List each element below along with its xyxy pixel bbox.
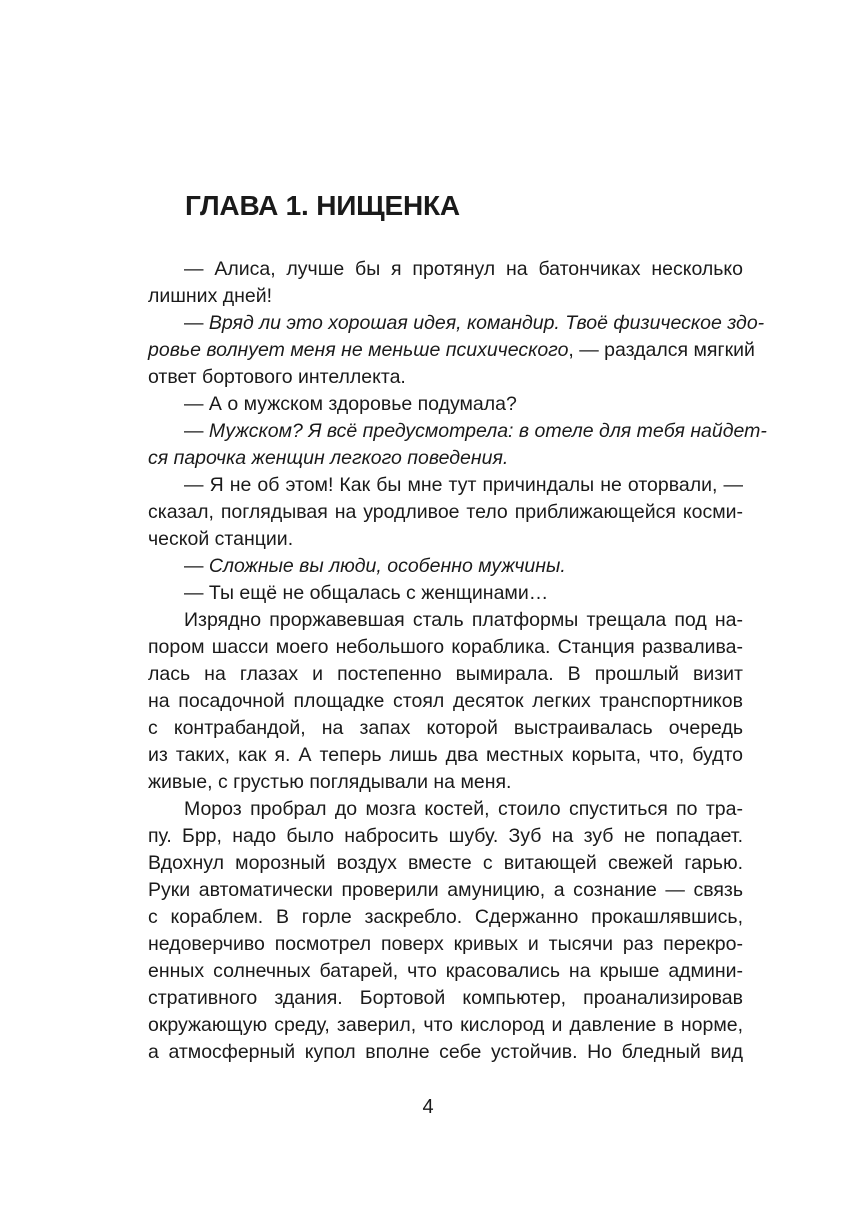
text-segment: , — раздался мягкий bbox=[568, 339, 755, 361]
text-line bbox=[148, 850, 743, 877]
text-segment: — bbox=[184, 420, 209, 442]
text-segment: живые, с грустью поглядывали на меня. bbox=[148, 771, 512, 793]
text-segment: ческой станции. bbox=[148, 528, 294, 550]
page-number: 4 bbox=[422, 1096, 434, 1118]
text-segment: — Я не об этом! Как бы мне тут причиндалы не оторвали, — bbox=[184, 474, 743, 496]
italic-text: ровье волнует меня не меньше психического bbox=[148, 339, 569, 361]
text-line bbox=[148, 418, 767, 445]
text-segment: из таких, как я. А теперь лишь два местных корыта, что, будто bbox=[148, 744, 743, 766]
text-segment: — bbox=[184, 312, 209, 334]
text-line bbox=[148, 337, 755, 364]
text-line bbox=[148, 688, 743, 715]
paragraph bbox=[148, 553, 743, 580]
text-line bbox=[148, 391, 743, 418]
text-line bbox=[148, 634, 743, 661]
text-segment: ответ бортового интеллекта. bbox=[148, 366, 406, 388]
italic-text: Вряд ли это хорошая идея, командир. Твоё физическое здо- bbox=[208, 312, 765, 334]
text-segment: Изрядно проржавевшая сталь платформы трещала под на- bbox=[184, 609, 743, 631]
text-segment: окружающую среду, заверил, что кислород и давление в норме, bbox=[148, 1014, 743, 1036]
text-segment: пором шасси моего небольшого кораблика. Станция развалива- bbox=[148, 636, 743, 658]
text-line bbox=[148, 931, 743, 958]
text-line bbox=[148, 661, 743, 688]
paragraph bbox=[148, 607, 743, 796]
text-line bbox=[148, 526, 743, 553]
text-segment: недоверчиво посмотрел поверх кривых и тысячи раз перекро- bbox=[148, 933, 743, 955]
paragraph bbox=[148, 418, 767, 472]
text-segment: — Алиса, лучше бы я протянул на батончиках несколько bbox=[184, 258, 743, 280]
text-segment: а атмосферный купол вполне себе устойчив. Но бледный вид bbox=[148, 1041, 743, 1063]
text-line bbox=[148, 283, 743, 310]
text-line bbox=[148, 607, 743, 634]
paragraph bbox=[148, 310, 765, 391]
text-segment: на посадочной площадке стоял десяток легких транспортников bbox=[148, 690, 743, 712]
text-segment: стративного здания. Бортовой компьютер, проанализировав bbox=[148, 987, 743, 1009]
text-line bbox=[148, 985, 743, 1012]
text-segment: с контрабандой, на запах которой выстраивалась очередь bbox=[148, 717, 743, 739]
italic-text: Мужском? Я всё предусмотрела: в отеле для тебя найдет- bbox=[208, 420, 767, 442]
text-segment: Вдохнул морозный воздух вместе с витающей свежей гарью. bbox=[148, 852, 743, 874]
text-segment: — bbox=[184, 555, 209, 577]
paragraph bbox=[148, 256, 743, 310]
text-line bbox=[148, 877, 743, 904]
paragraph bbox=[148, 391, 743, 418]
italic-text: Сложные вы люди, особенно мужчины. bbox=[208, 555, 566, 577]
text-segment: сказал, поглядывая на уродливое тело приближающейся косми- bbox=[148, 501, 743, 523]
text-line bbox=[148, 769, 743, 796]
chapter-title: ГЛАВА 1. НИЩЕНКА bbox=[185, 190, 460, 221]
paragraph bbox=[148, 580, 743, 607]
text-line bbox=[148, 796, 743, 823]
text-segment: енных солнечных батарей, что красовались на крыше админи- bbox=[148, 960, 743, 982]
text-line bbox=[148, 742, 743, 769]
paragraph bbox=[148, 796, 743, 1066]
chapter-body bbox=[148, 256, 767, 1066]
text-line bbox=[148, 715, 743, 742]
text-line bbox=[148, 364, 743, 391]
text-line bbox=[148, 904, 743, 931]
text-segment: — А о мужском здоровье подумала? bbox=[184, 393, 517, 415]
text-segment: Мороз пробрал до мозга костей, стоило спуститься по тра- bbox=[184, 798, 743, 820]
text-line bbox=[148, 1012, 743, 1039]
text-line bbox=[148, 958, 743, 985]
text-segment: Руки автоматически проверили амуницию, а сознание — связь bbox=[148, 879, 743, 901]
text-segment: — Ты ещё не общалась с женщинами… bbox=[184, 582, 549, 604]
text-line bbox=[148, 499, 743, 526]
text-line bbox=[148, 580, 743, 607]
text-segment: лась на глазах и постепенно вымирала. В прошлый визит bbox=[148, 663, 743, 685]
paragraph bbox=[148, 472, 743, 553]
text-line bbox=[148, 1039, 743, 1066]
text-line bbox=[148, 310, 765, 337]
text-line bbox=[148, 472, 743, 499]
text-segment: пу. Брр, надо было набросить шубу. Зуб на зуб не попадает. bbox=[148, 825, 743, 847]
italic-text: ся парочка женщин легкого поведения. bbox=[148, 447, 509, 469]
text-line bbox=[148, 256, 743, 283]
text-line bbox=[148, 823, 743, 850]
text-line bbox=[148, 445, 743, 472]
text-line bbox=[148, 553, 743, 580]
text-segment: с кораблем. В горле заскребло. Сдержанно прокашлявшись, bbox=[148, 906, 743, 928]
text-segment: лишних дней! bbox=[148, 285, 273, 307]
